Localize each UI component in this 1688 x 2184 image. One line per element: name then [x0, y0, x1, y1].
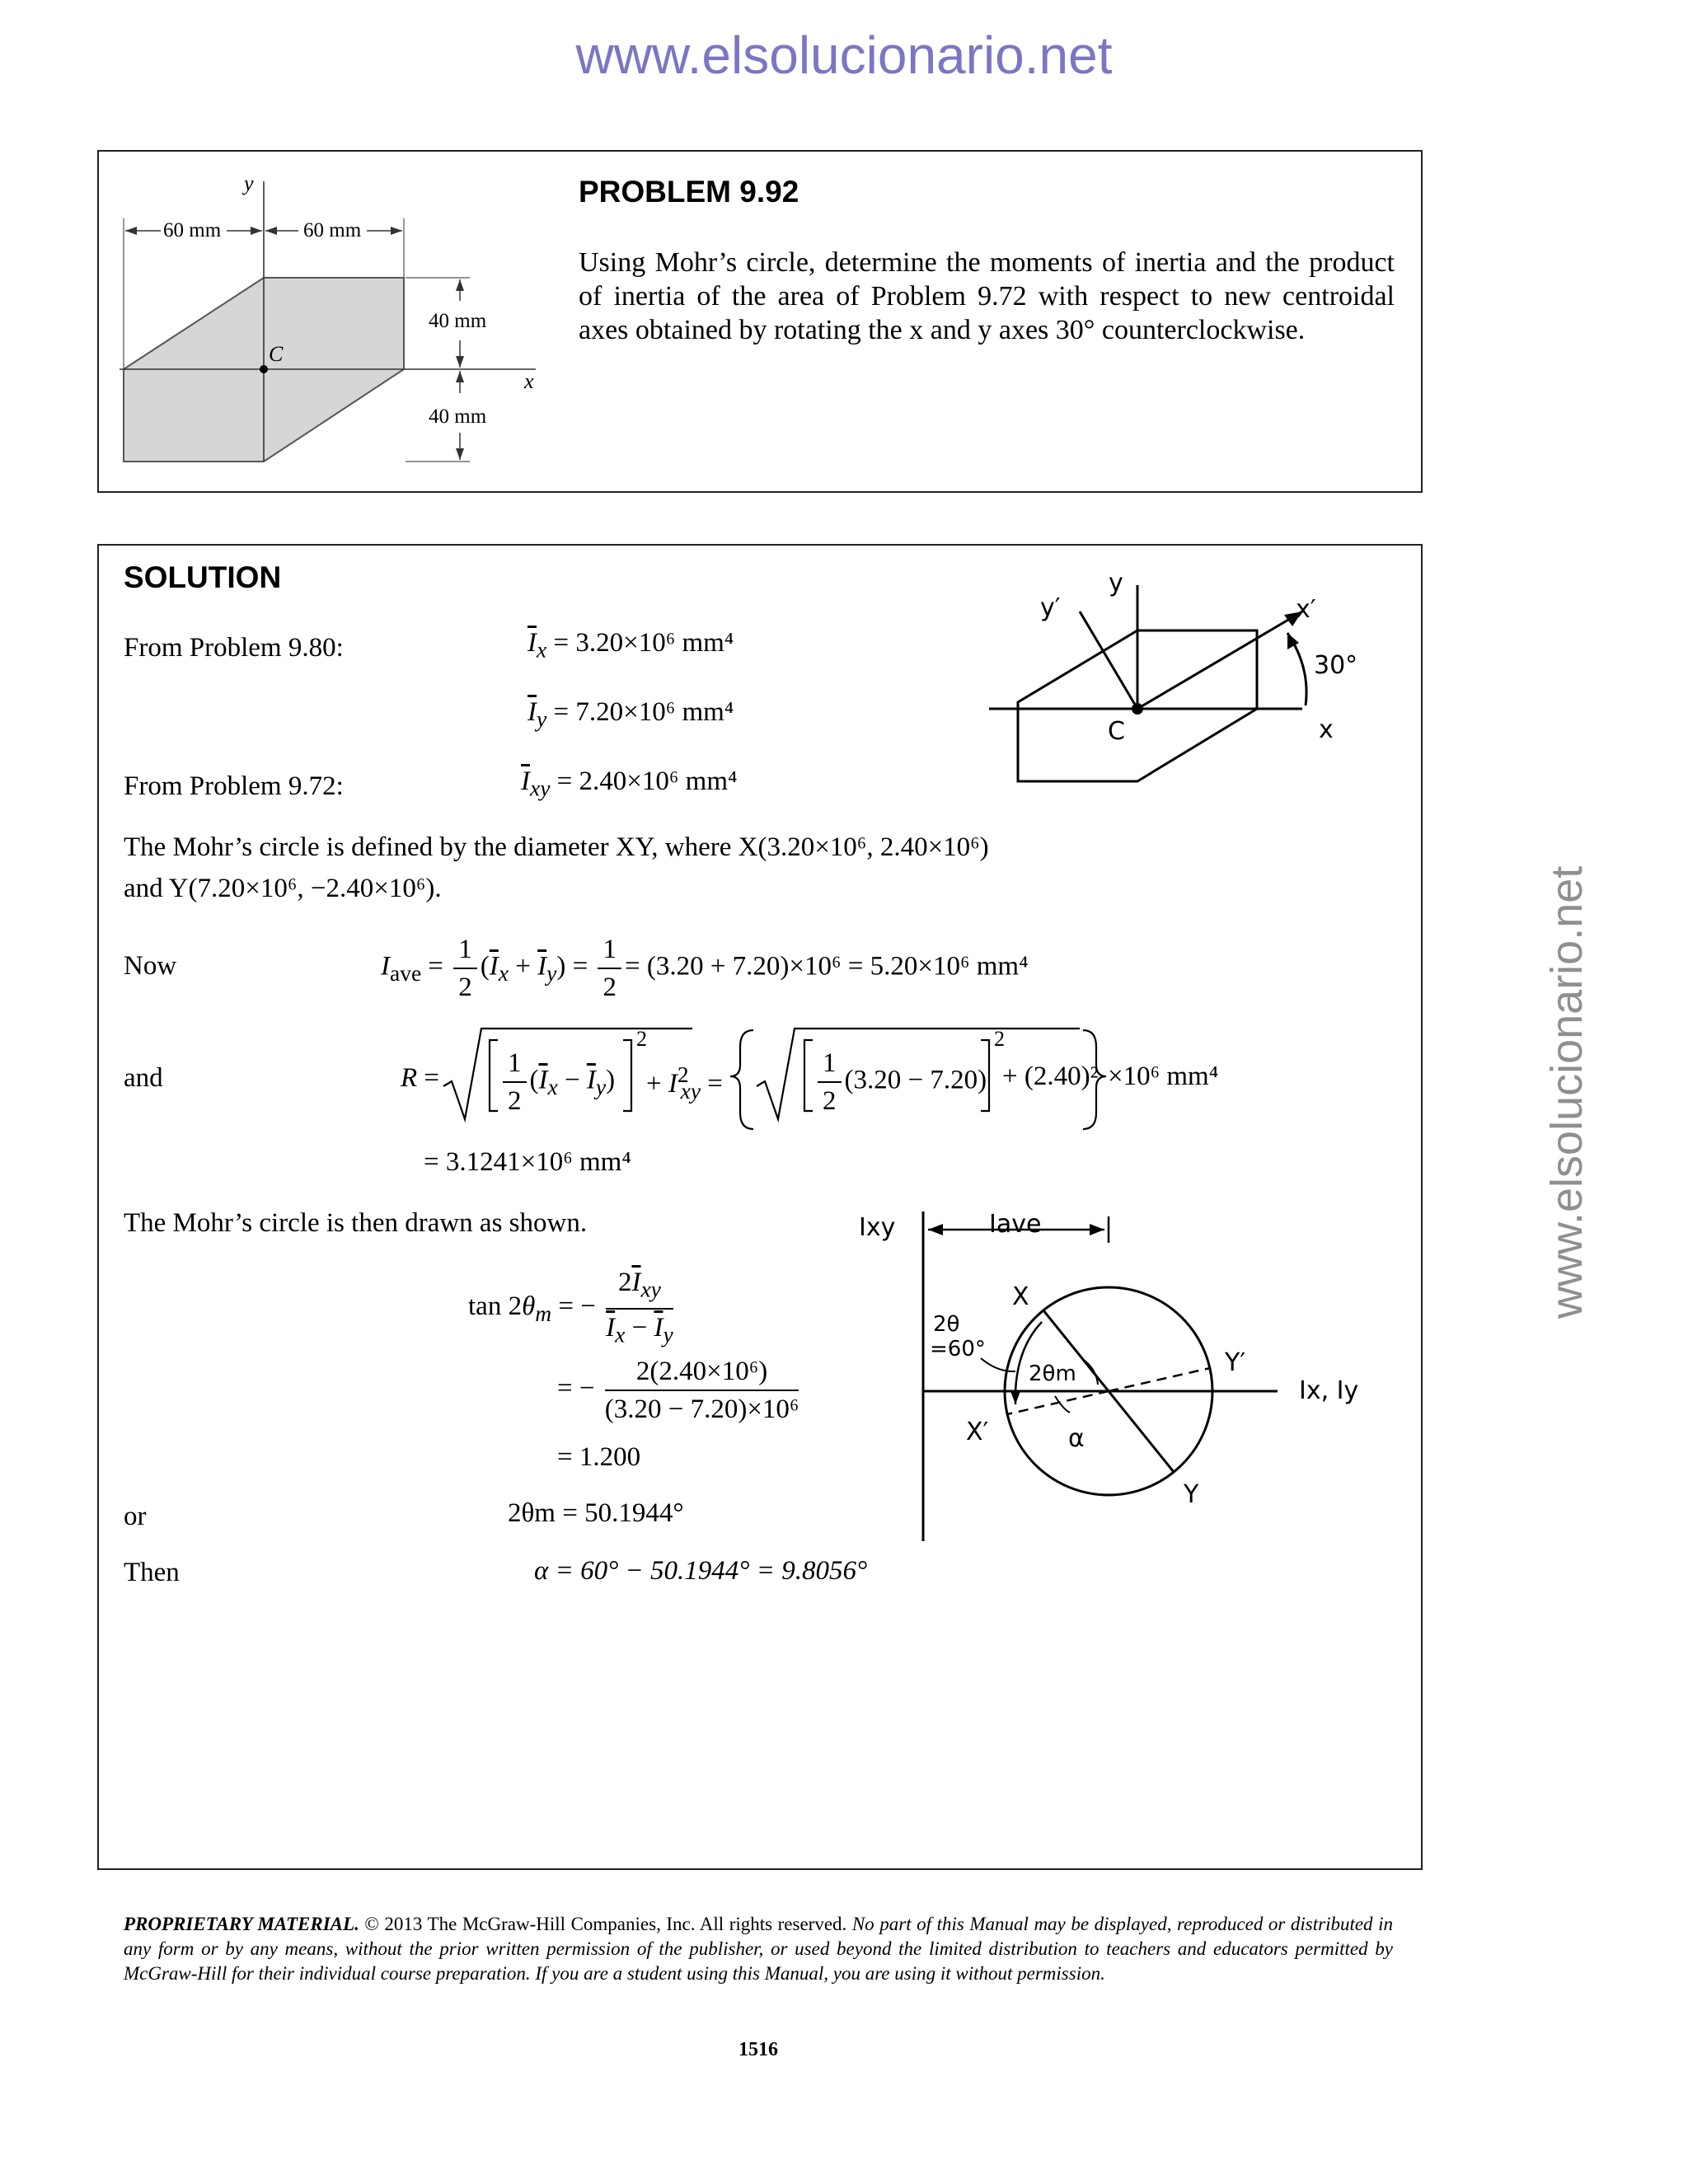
- problem-title: PROBLEM 9.92: [579, 175, 799, 209]
- sketch1-y: y: [1109, 569, 1123, 598]
- fig-c-label: C: [269, 342, 284, 366]
- copyright-footer: [124, 1912, 1393, 1986]
- r-ixy2: + $I^2_{xy}$ =: [646, 1062, 723, 1104]
- r-rhs-inner: (3.20 − 7.20): [844, 1065, 987, 1095]
- fig-dim-left: 60 mm: [163, 219, 222, 241]
- footer-normal: © 2013 The McGraw-Hill Companies, Inc. All rights reserved.: [359, 1914, 847, 1934]
- tan-eq: $\tan 2\theta_m$ = − $\frac{2\overline{I}_{xy}}{\overline{I}_x - \overline{I}_y}$: [468, 1264, 677, 1352]
- mohr-ixy-label: Ixy: [859, 1213, 896, 1242]
- tan-result: = 1.200: [557, 1442, 641, 1472]
- sketch1-c: C: [1108, 717, 1125, 746]
- mohr-alpha-label: α: [1068, 1424, 1085, 1453]
- watermark-side: www.elsolucionario.net: [1542, 865, 1592, 1319]
- mohr-2thetam-label: 2θm: [1029, 1361, 1076, 1386]
- from-972-label: From Problem 9.72:: [124, 771, 344, 801]
- problem-text: Using Mohr’s circle, determine the moments of inertia and the product of inertia of the area of Problem 9.72 with respect to new centroidal axes obtained by rotating the x and y axes 30° counterclockwise.: [579, 247, 1395, 345]
- tan-eq-2: = − $\frac{\text{2(2.40×10⁶)}}{\text{(3.20 − 7.20)×10⁶}}$: [557, 1353, 802, 1427]
- sketch1-angle: 30°: [1314, 651, 1358, 680]
- fig-dim-right: 60 mm: [303, 219, 362, 241]
- r-inner-left: $\frac{1}{2}$ $(\overline{I}_x - \overline{I}_y)$: [499, 1045, 615, 1119]
- footer-italic: No part of this Manual may be displayed, reproduced or distributed in any form or by any means, without the prior written permission of the publisher, or used beyond the limited distribution to teachers and educators permitted by McGraw-Hill for their individual course preparation. If you are a student using this Manual, you are using it without permission.: [124, 1914, 1394, 1984]
- mohr-y-label: Y: [1184, 1480, 1199, 1509]
- footer-bold: PROPRIETARY MATERIAL.: [124, 1914, 359, 1934]
- r-sq-1: 2: [636, 1027, 647, 1051]
- r-sq-2: 2: [994, 1027, 1005, 1051]
- mohr-axis-label: Ix, Iy: [1299, 1376, 1359, 1405]
- fig-y-label: y: [244, 171, 254, 195]
- ix-eq: $\overline{I}_x = 3.20\times 10^6$ mm⁴: [528, 628, 734, 663]
- now-label: Now: [124, 951, 177, 981]
- sketch1-yprime: y′: [1040, 593, 1061, 622]
- solution-heading: SOLUTION: [124, 560, 282, 594]
- or-label: or: [124, 1502, 147, 1531]
- sketch1-xprime: x′: [1296, 595, 1316, 624]
- r-lhs: R =: [401, 1063, 440, 1093]
- mohr-60-label: =60°: [930, 1337, 986, 1361]
- drawn-line: The Mohr’s circle is then drawn as shown.: [124, 1208, 588, 1238]
- from-980-label: From Problem 9.80:: [124, 633, 344, 663]
- theta-result: 2θm = 50.1944°: [508, 1498, 684, 1528]
- watermark-top: www.elsolucionario.net: [575, 26, 1113, 85]
- tan-den-2: (3.20 − 7.20)×10⁶: [604, 1394, 799, 1424]
- iave-result: = (3.20 + 7.20)×10⁶ = 5.20×10⁶ mm⁴: [624, 951, 1029, 982]
- r-rhs-units: ×10⁶ mm⁴: [1108, 1062, 1219, 1091]
- then-label: Then: [124, 1558, 180, 1587]
- fig-x-label: x: [524, 369, 534, 393]
- fig-dim-upper: 40 mm: [429, 310, 487, 332]
- iave-eq: $I_{ave}$ = $\frac{1}{2}$ $(\overline{I}_x + \overline{I}_y)$ = $\frac{1}{2}$ = (3.20 + 7.20)×10⁶ = 5.20×10⁶ mm⁴: [381, 931, 1029, 1005]
- rotated-axes-sketch: [973, 560, 1401, 808]
- sketch1-x: x: [1319, 715, 1334, 744]
- mohr-xprime-label: X′: [966, 1418, 989, 1446]
- mohr-def-line1: The Mohr’s circle is defined by the diameter XY, where X(3.20×10⁶, 2.40×10⁶): [124, 832, 989, 862]
- iy-eq: $\overline{I}_y = 7.20\times 10^6$ mm⁴: [528, 697, 734, 732]
- mohr-iave-label: Iave: [989, 1210, 1042, 1239]
- ixy-val: = 2.40×10⁶ mm⁴: [556, 766, 738, 796]
- fig-dim-lower: 40 mm: [429, 405, 487, 428]
- r-inner-right: $\frac{1}{2}$ (3.20 − 7.20): [814, 1045, 987, 1119]
- tan-num-2: 2(2.40×10⁶): [605, 1353, 799, 1391]
- r-result: = 3.1241×10⁶ mm⁴: [424, 1147, 631, 1177]
- page-number: 1516: [738, 2039, 778, 2060]
- iy-val: = 7.20×10⁶ mm⁴: [553, 697, 734, 727]
- mohr-yprime-label: Y′: [1225, 1348, 1246, 1377]
- alpha-result: α = 60° − 50.1944° = 9.8056°: [534, 1556, 868, 1586]
- ixy-eq: $\overline{I}_{xy} = 2.40\times 10^6$ mm⁴: [521, 766, 738, 801]
- mohr-def-line2: and Y(7.20×10⁶, −2.40×10⁶).: [124, 874, 442, 903]
- and-label: and: [124, 1063, 163, 1093]
- mohr-x-label: X: [1012, 1282, 1029, 1311]
- mohr-2theta-label: 2θ: [933, 1312, 960, 1337]
- r-rhs-tail: + (2.40)²: [1002, 1062, 1099, 1091]
- ix-val: = 3.20×10⁶ mm⁴: [553, 628, 734, 658]
